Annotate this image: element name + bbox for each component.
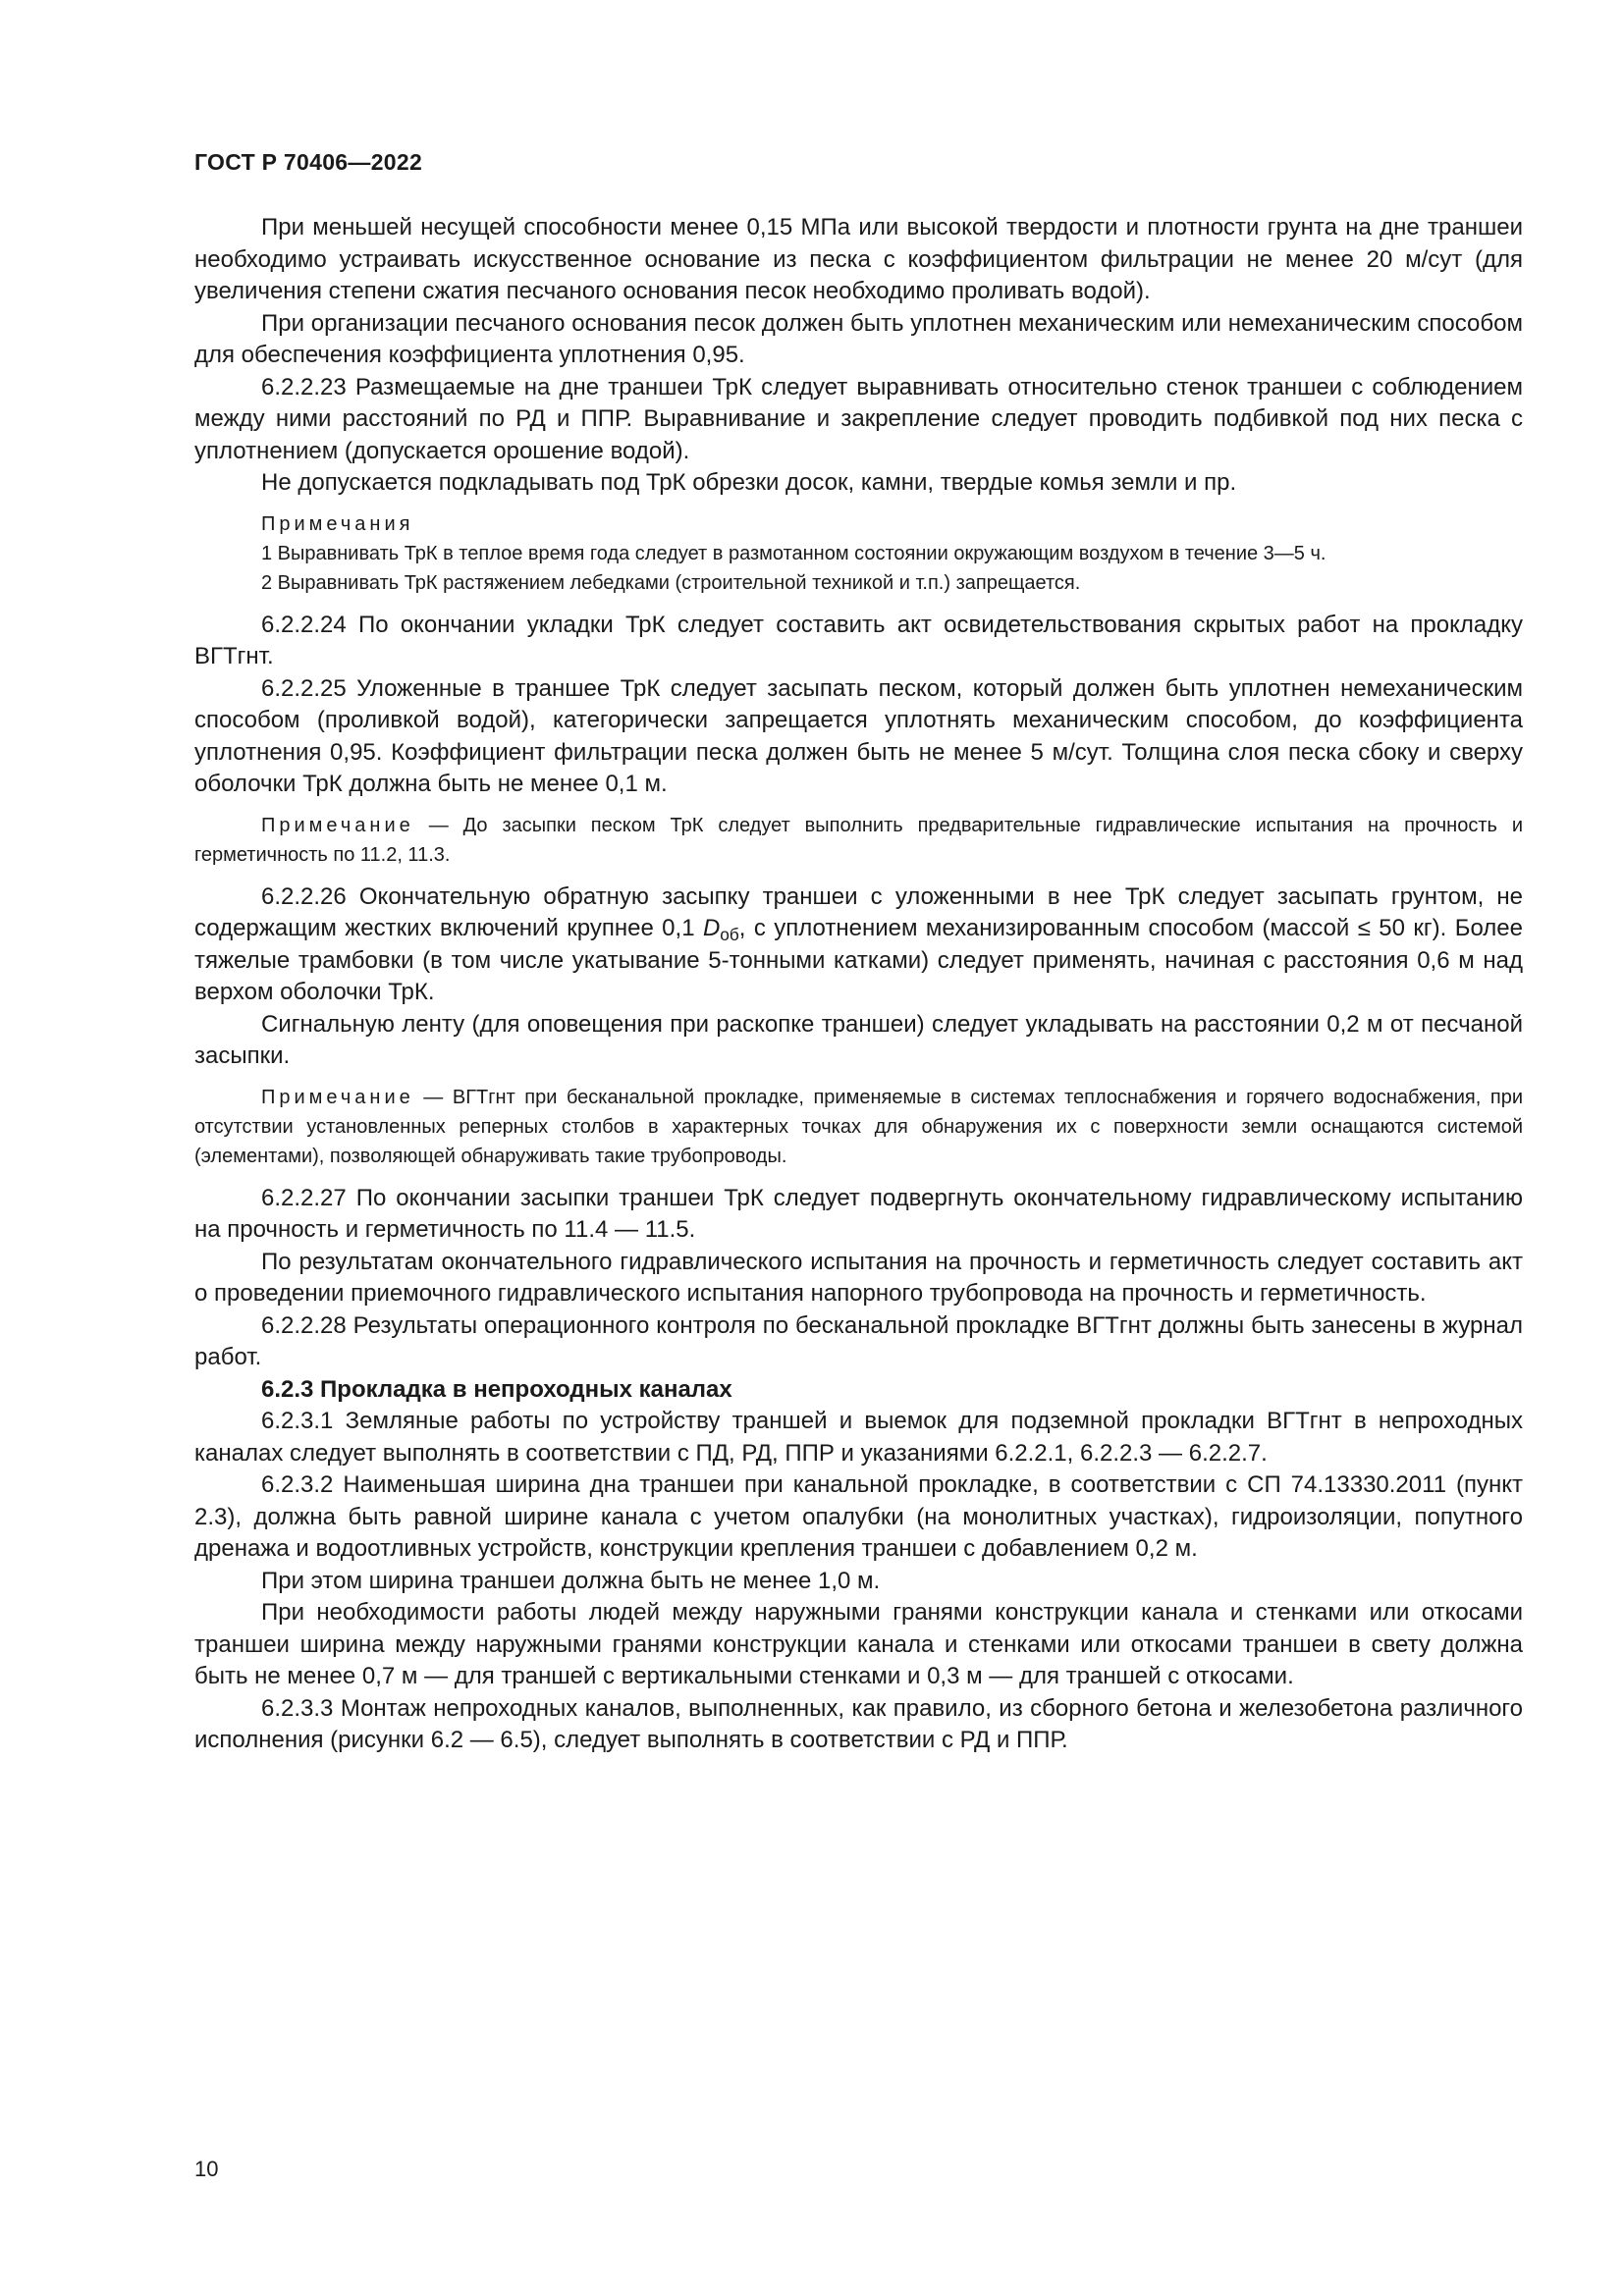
paragraph: 6.2.2.23 Размещаемые на дне траншеи ТрК следует выравнивать относительно стенок траншеи с соблюдением между ними расстояний по РД и ППР. Выравнивание и закрепление следует проводить подбивкой под них песка с уплотнением (допускается орошение водой).	[194, 373, 1523, 464]
note-text: — ВГТгнт при бесканальной прокладке, применяемые в системах теплоснабжения и горячего водоснабжения, при отсутствии установленных реперных столбов в характерных точках для обнаружения их с поверхности земли оснащаются системой (элементами), позволяющей обнаруживать такие трубопроводы.	[194, 1086, 1523, 1167]
paragraph: При организации песчаного основания песок должен быть уплотнен механическим или немеханическим способом для обеспечения коэффициента уплотнения 0,95.	[194, 309, 1523, 368]
paragraph: 6.2.3.1 Земляные работы по устройству траншей и выемок для подземной прокладки ВГТгнт в непроходных каналах следует выполнять в соответствии с ПД, РД, ППР и указаниями 6.2.2.1, 6.2.2.3 — 6.2.2.7.	[194, 1408, 1523, 1467]
note-text: — До засыпки песком ТрК следует выполнить предварительные гидравлические испытания на прочность и герметичность по 11.2, 11.3.	[194, 814, 1523, 866]
document-header: ГОСТ Р 70406—2022	[194, 149, 423, 175]
note-item: 1 Выравнивать ТрК в теплое время года следует в размотанном состоянии окружающим воздухом в течение 3—5 ч.	[261, 542, 1326, 564]
paragraph: При меньшей несущей способности менее 0,15 МПа или высокой твердости и плотности грунта на дне траншеи необходимо устраивать искусственное основание из песка с коэффициентом фильтрации не менее 20 м/сут (для увеличения степени сжатия песчаного основания песок необходимо проливать водой).	[194, 214, 1523, 304]
note-item	[194, 1083, 1523, 1171]
notes-block	[194, 509, 1523, 598]
notes-title: Примечания	[261, 512, 414, 535]
paragraph	[194, 881, 1523, 1009]
paragraph: При необходимости работы людей между наружными гранями конструкции канала и стенками или откосами траншеи ширина между наружными гранями конструкции канала и стенками или откосами траншеи в свету должна быть не менее 0,7 м — для траншей с вертикальными стенками и 0,3 м — для траншей с откосами.	[194, 1599, 1523, 1689]
note-item	[194, 811, 1523, 870]
paragraph: 6.2.3.3 Монтаж непроходных каналов, выполненных, как правило, из сборного бетона и железобетона различного исполнения (рисунки 6.2 — 6.5), следует выполнять в соответствии с РД и ППР.	[194, 1694, 1523, 1753]
paragraph: 6.2.2.28 Результаты операционного контроля по бесканальной прокладке ВГТгнт должны быть занесены в журнал работ.	[194, 1311, 1523, 1370]
note-block	[194, 1083, 1523, 1171]
paragraph: 6.2.2.27 По окончании засыпки траншеи ТрК следует подвергнуть окончательному гидравлическому испытанию на прочность и герметичность по 11.4 — 11.5.	[194, 1184, 1523, 1243]
paragraph-text: 6.2.2.26 Окончательную обратную засыпку траншеи с уложенными в нее ТрК следует засыпать грунтом, не содержащим жестких включений крупнее 0,1	[194, 882, 1523, 941]
paragraph: Не допускается подкладывать под ТрК обрезки досок, камни, твердые комья земли и пр.	[261, 469, 1237, 496]
paragraph-text: , с уплотнением механизированным способом (массой ≤ 50 кг). Более тяжелые трамбовки (в том числе укатывание 5-тонными катками) следует применять, начиная с расстояния 0,6 м над верхом оболочки ТрК.	[194, 915, 1523, 1005]
note-item: 2 Выравнивать ТрК растяжением лебедками (строительной техникой и т.п.) запрещается.	[261, 571, 1081, 594]
page-number: 10	[194, 2157, 219, 2181]
paragraph: По результатам окончательного гидравлического испытания на прочность и герметичность следует составить акт о проведении приемочного гидравлического испытания напорного трубопровода на прочность и герметичность.	[194, 1248, 1523, 1307]
paragraph: 6.2.2.25 Уложенные в траншее ТрК следует засыпать песком, который должен быть уплотнен немеханическим способом (проливкой водой), категорически запрещается уплотнять механическим способом, до коэффициента уплотнения 0,95. Коэффициент фильтрации песка должен быть не менее 5 м/сут. Толщина слоя песка сбоку и сверху оболочки ТрК должна быть не менее 0,1 м.	[194, 674, 1523, 797]
paragraph: 6.2.3.2 Наименьшая ширина дна траншеи при канальной прокладке, в соответствии с СП 74.13330.2011 (пункт 2.3), должна быть равной ширине канала с учетом опалубки (на монолитных участках), гидроизоляции, попутного дренажа и водоотливных устройств, конструкции крепления траншеи с добавлением 0,2 м.	[194, 1471, 1523, 1562]
note-label: Примечание	[261, 1086, 414, 1108]
note-label: Примечание	[261, 814, 414, 836]
document-page	[194, 147, 1523, 1757]
paragraph: 6.2.2.24 По окончании укладки ТрК следует составить акт освидетельствования скрытых работ на прокладку ВГТгнт.	[194, 611, 1523, 669]
formula-subscript: об	[720, 925, 739, 945]
formula-symbol: D	[702, 915, 721, 941]
paragraph: При этом ширина траншеи должна быть не менее 1,0 м.	[261, 1567, 881, 1594]
section-heading: 6.2.3 Прокладка в непроходных каналах	[261, 1375, 732, 1403]
note-block	[194, 811, 1523, 870]
paragraph: Сигнальную ленту (для оповещения при раскопке траншеи) следует укладывать на расстоянии 0,2 м от песчаной засыпки.	[194, 1010, 1523, 1069]
